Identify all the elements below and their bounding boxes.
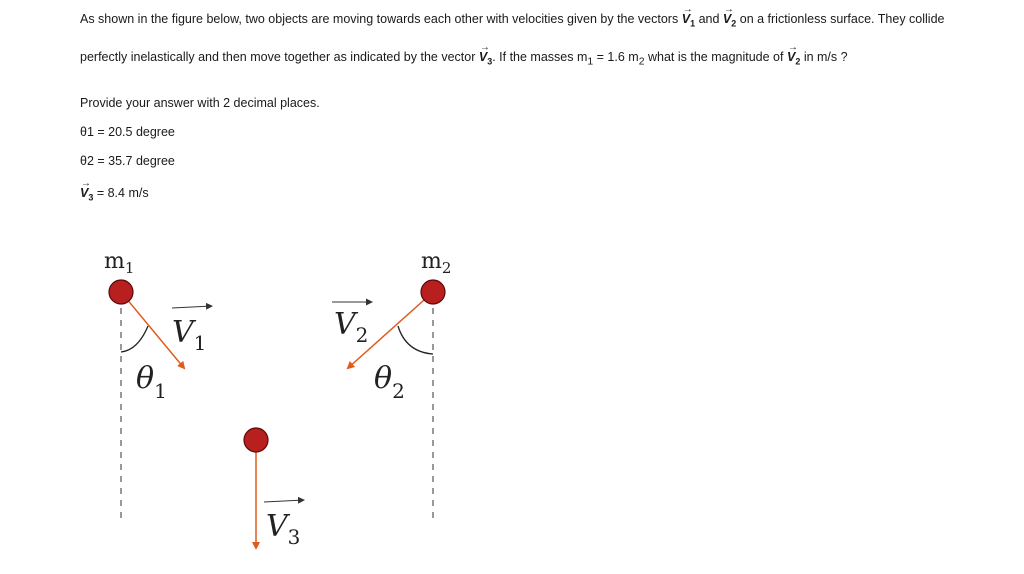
mass-subscript: 2 bbox=[638, 56, 645, 68]
vector-subscript: 2 bbox=[731, 18, 737, 29]
problem-text: in m/s ? bbox=[803, 50, 848, 64]
vector-arrow-glyph: → bbox=[479, 42, 490, 53]
vector-subscript: 1 bbox=[690, 18, 696, 29]
vector-letter: V bbox=[681, 12, 691, 26]
vector-arrow-glyph: → bbox=[81, 178, 91, 189]
vector-subscript: 2 bbox=[795, 56, 801, 67]
mass-subscript: 1 bbox=[587, 56, 594, 68]
v3-label-arrow bbox=[264, 500, 304, 502]
theta1-arc bbox=[121, 326, 148, 352]
collision-figure bbox=[80, 228, 456, 568]
theta2-arc bbox=[398, 326, 433, 354]
problem-text: what is the magnitude of bbox=[647, 50, 784, 64]
v1-label: $V_1$ bbox=[172, 315, 207, 355]
vector-v3 bbox=[478, 42, 493, 67]
theta1-label: $\theta_1$ bbox=[136, 361, 167, 403]
theta1-given: θ1 = 20.5 degree bbox=[80, 125, 175, 139]
problem-line-2 bbox=[80, 42, 848, 68]
vector-letter: V bbox=[80, 186, 89, 200]
problem-text: on a frictionless surface. They collide bbox=[739, 12, 945, 26]
vector-arrow-glyph: → bbox=[723, 4, 734, 15]
v1-label-arrow bbox=[172, 306, 212, 308]
vector-arrow-glyph: → bbox=[787, 42, 798, 53]
v3-label: $V_3$ bbox=[266, 509, 301, 549]
m1-label: $m_1$ bbox=[104, 249, 135, 277]
vector-letter: V bbox=[722, 12, 732, 26]
instruction-text: Provide your answer with 2 decimal places. bbox=[80, 96, 320, 110]
v3-value: = 8.4 m/s bbox=[93, 186, 149, 200]
v3-given bbox=[80, 178, 149, 203]
theta2-given: θ2 = 35.7 degree bbox=[80, 154, 175, 168]
mass-2-ball bbox=[421, 280, 445, 304]
vector-letter: V bbox=[786, 50, 796, 64]
problem-text: = 1.6 m bbox=[593, 50, 639, 64]
theta2-label: $\theta_2$ bbox=[374, 361, 405, 403]
vector-subscript: 3 bbox=[487, 56, 493, 67]
vector-arrow-glyph: → bbox=[682, 4, 693, 15]
problem-text: perfectly inelastically and then move together as indicated by the vector bbox=[80, 50, 476, 64]
vector-v3 bbox=[80, 178, 94, 203]
combined-mass-ball bbox=[244, 428, 268, 452]
v2-label: $V_2$ bbox=[334, 307, 369, 347]
problem-text: . If the masses m bbox=[492, 50, 588, 64]
vector-v2 bbox=[786, 42, 801, 67]
vector-v1 bbox=[681, 4, 696, 29]
problem-text: As shown in the figure below, two objects are moving towards each other with velocities given by the vectors bbox=[80, 12, 679, 26]
problem-line-1 bbox=[80, 4, 945, 29]
m2-label: $m_2$ bbox=[421, 249, 452, 277]
vector-letter: V bbox=[478, 50, 488, 64]
vector-subscript: 3 bbox=[88, 192, 94, 203]
vector-v2 bbox=[722, 4, 737, 29]
problem-text: and bbox=[698, 12, 720, 26]
mass-1-ball bbox=[109, 280, 133, 304]
figure-svg bbox=[80, 228, 456, 568]
